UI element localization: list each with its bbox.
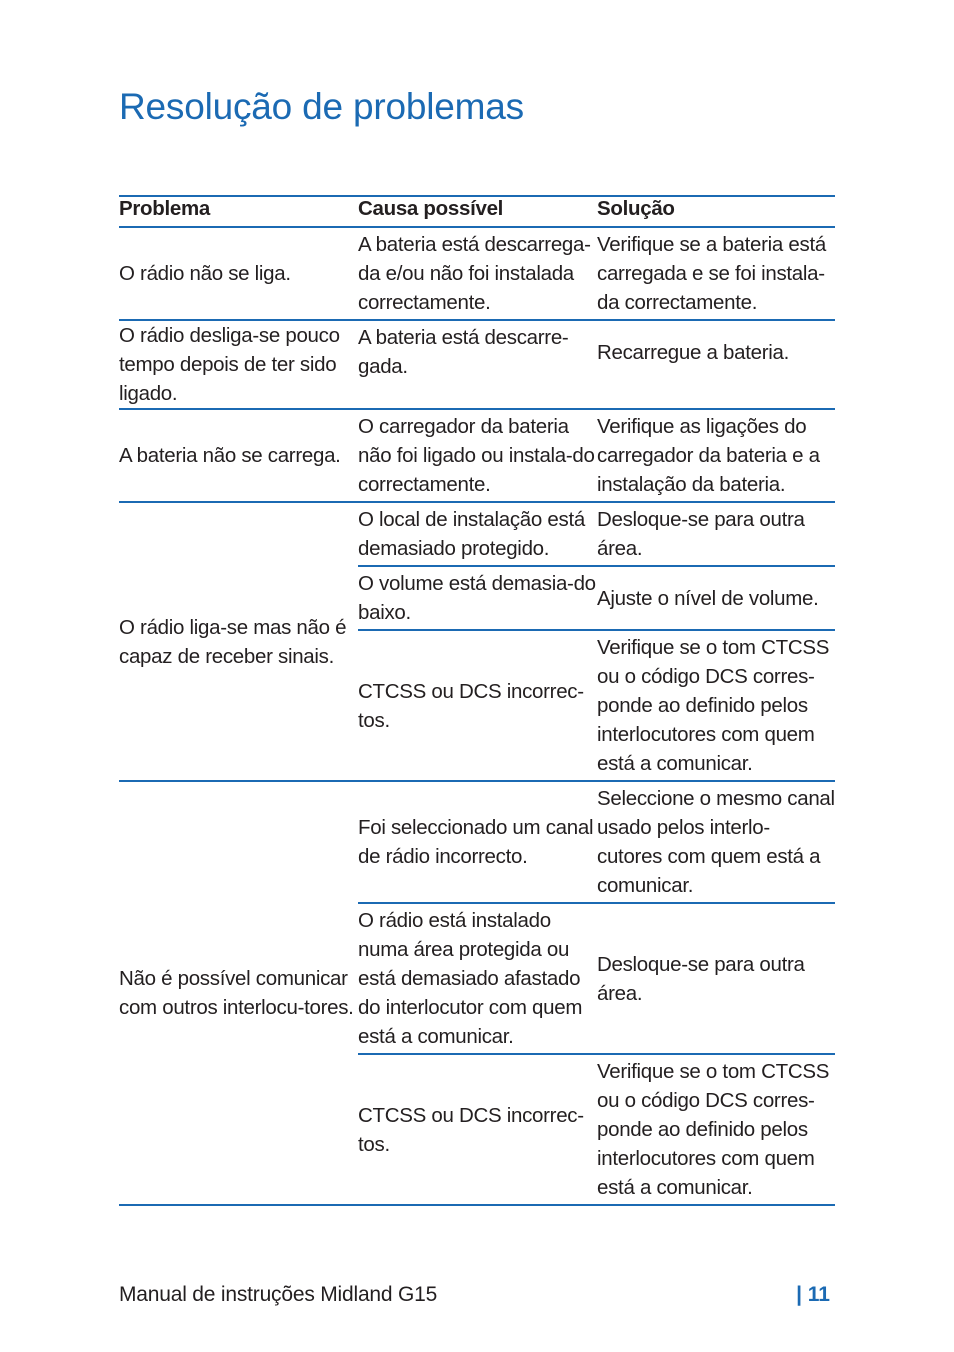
page-title: Resolução de problemas (119, 86, 524, 127)
cause-cell: CTCSS ou DCS incorrec-tos. (358, 679, 584, 732)
table-row (358, 410, 835, 501)
solution-cell: Recarregue a bateria. (597, 340, 789, 364)
solution-cell: Verifique se o tom CTCSS ou o código DCS corres-ponde ao definido pelos interlocutores com quem está a comunicar. (597, 636, 830, 775)
cause-cell: CTCSS ou DCS incorrec-tos. (358, 1103, 584, 1156)
problem-group (119, 228, 835, 321)
table-row (358, 1053, 835, 1204)
table-row (358, 629, 835, 780)
table-row (358, 321, 835, 383)
cause-cell: Foi seleccionado um canal de rádio incorrecto. (358, 816, 594, 868)
problem-cell: A bateria não se carrega. (119, 444, 341, 467)
solution-cell: Seleccione o mesmo canal usado pelos interlo-cutores com quem está a comunicar. (597, 787, 835, 897)
solution-cell: Verifique se o tom CTCSS ou o código DCS corres-ponde ao definido pelos interlocutores com quem está a comunicar. (597, 1060, 830, 1199)
header-cause: Causa possível (358, 197, 504, 220)
problem-cell: O rádio liga-se mas não é capaz de receber sinais. (119, 615, 347, 668)
solution-cell: Desloque-se para outra área. (597, 952, 805, 1005)
cause-cell: A bateria está descarrega-da e/ou não foi instalada correctamente. (358, 233, 591, 314)
solution-cell: Desloque-se para outra área. (597, 508, 805, 560)
solution-cell: Verifique as ligações do carregador da bateria e a instalação da bateria. (597, 415, 820, 496)
troubleshooting-table (119, 195, 835, 1206)
table-row (358, 902, 835, 1053)
problem-group (119, 503, 835, 782)
problem-group (119, 410, 835, 503)
problem-cell: O rádio desliga-se pouco tempo depois de ter sido ligado. (119, 324, 340, 405)
table-row (358, 228, 835, 319)
solution-cell: Ajuste o nível de volume. (597, 586, 819, 610)
page-number: | 11 (796, 1283, 830, 1306)
cause-cell: O local de instalação está demasiado protegido. (358, 508, 585, 560)
header-problem: Problema (119, 197, 211, 220)
table-header (119, 195, 835, 228)
problem-group (119, 782, 835, 1206)
problem-cell: Não é possível comunicar com outros interlocu-tores. (119, 967, 354, 1019)
cause-cell: O volume está demasia-do baixo. (358, 572, 596, 624)
problem-cell: O rádio não se liga. (119, 262, 291, 285)
cause-cell: O rádio está instalado numa área protegida ou está demasiado afastado do interlocutor com quem está a comunicar. (358, 909, 583, 1048)
cause-cell: A bateria está descarre-gada. (358, 326, 569, 378)
cause-cell: O carregador da bateria não foi ligado ou instala-do correctamente. (358, 415, 595, 496)
footer-manual-title: Manual de instruções Midland G15 (119, 1283, 438, 1306)
table-row (358, 565, 835, 629)
table-row (358, 503, 835, 565)
solution-cell: Verifique se a bateria está carregada e se foi instala-da correctamente. (597, 233, 826, 314)
problem-group (119, 321, 835, 410)
table-row (358, 782, 835, 902)
header-solution: Solução (597, 197, 675, 220)
